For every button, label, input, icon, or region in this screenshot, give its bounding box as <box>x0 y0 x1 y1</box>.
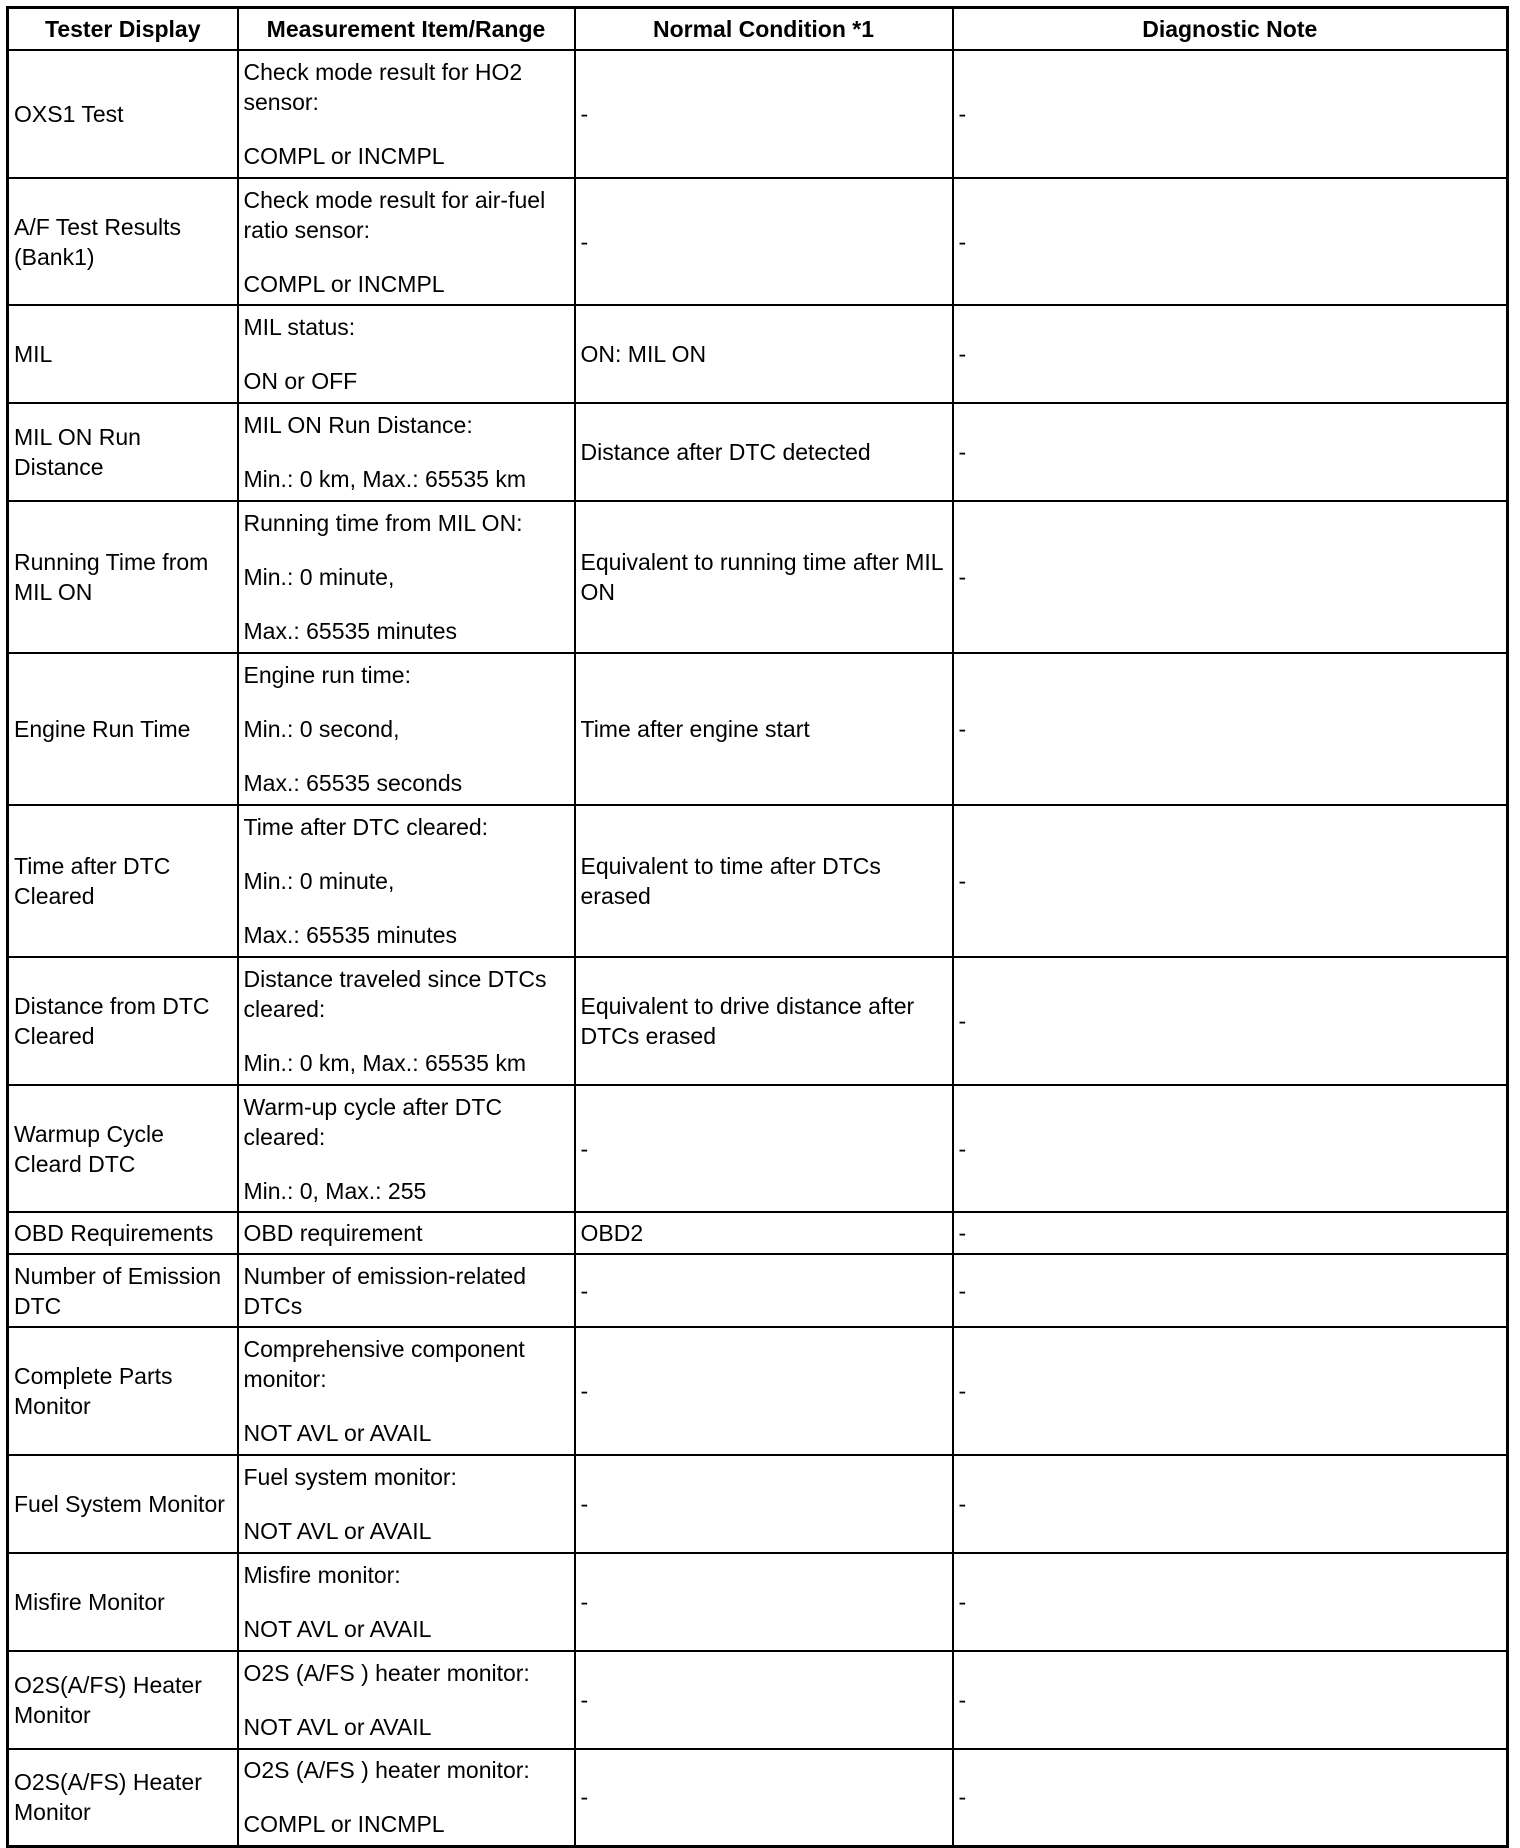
cell-normal-condition: - <box>575 1651 953 1749</box>
cell-tester-display: OXS1 Test <box>8 50 238 178</box>
measurement-line: Warm-up cycle after DTC cleared: <box>243 1093 503 1150</box>
cell-measurement-item-range <box>238 1651 575 1749</box>
measurement-line: MIL status: <box>243 314 356 340</box>
cell-measurement-item-range <box>238 501 575 653</box>
cell-measurement-item-range <box>238 653 575 805</box>
cell-normal-condition: - <box>575 1455 953 1553</box>
header-normal-condition: Normal Condition *1 <box>575 8 953 51</box>
measurement-line: O2S (A/FS ) heater monitor: <box>243 1757 530 1784</box>
measurement-line: COMPL or INCMPL <box>243 270 445 297</box>
table-row <box>8 50 1508 178</box>
table-row <box>8 1085 1508 1212</box>
cell-measurement-item-range <box>238 178 575 305</box>
measurement-line: Min.: 0 minute, <box>243 564 395 590</box>
cell-diagnostic-note: - <box>953 1212 1508 1254</box>
cell-diagnostic-note: - <box>953 403 1508 501</box>
measurement-line: Distance traveled since DTCs cleared: <box>243 966 547 1022</box>
cell-normal-condition: Equivalent to drive distance after DTCs erased <box>575 957 953 1085</box>
measurement-line: Check mode result for HO2 sensor: <box>243 59 523 115</box>
data-list-table <box>6 6 1509 1848</box>
cell-tester-display: Distance from DTC Cleared <box>8 957 238 1085</box>
cell-tester-display: OBD Requirements <box>8 1212 238 1254</box>
measurement-line: Min.: 0 minute, <box>243 868 395 894</box>
table-row <box>8 1455 1508 1553</box>
cell-diagnostic-note: - <box>953 1455 1508 1553</box>
measurement-line: Max.: 65535 seconds <box>243 770 463 796</box>
cell-measurement-item-range <box>238 1327 575 1455</box>
cell-diagnostic-note: - <box>953 501 1508 653</box>
table-row <box>8 1254 1508 1327</box>
measurement-line: Running time from MIL ON: <box>243 510 523 536</box>
measurement-line: Number of emission-related DTCs <box>243 1262 527 1319</box>
table-row <box>8 805 1508 957</box>
cell-measurement-item-range <box>238 1254 575 1327</box>
cell-tester-display: Time after DTC Cleared <box>8 805 238 957</box>
cell-measurement-item-range <box>238 305 575 403</box>
cell-normal-condition: - <box>575 1327 953 1455</box>
measurement-line: Min.: 0 km, Max.: 65535 km <box>243 1050 526 1076</box>
cell-diagnostic-note: - <box>953 1254 1508 1327</box>
table-row <box>8 1749 1508 1846</box>
measurement-line: ON or OFF <box>243 368 358 394</box>
cell-normal-condition: OBD2 <box>575 1212 953 1254</box>
measurement-line: Max.: 65535 minutes <box>243 618 458 644</box>
cell-diagnostic-note: - <box>953 1651 1508 1749</box>
cell-diagnostic-note: - <box>953 1749 1508 1846</box>
table-row <box>8 957 1508 1085</box>
table-header <box>8 8 1508 51</box>
measurement-line: Comprehensive component monitor: <box>243 1336 525 1392</box>
table-row <box>8 1553 1508 1651</box>
cell-normal-condition: - <box>575 1553 953 1651</box>
measurement-line: COMPL or INCMPL <box>243 143 445 169</box>
header-measurement-item-range: Measurement Item/Range <box>238 8 575 51</box>
cell-tester-display: Fuel System Monitor <box>8 1455 238 1553</box>
cell-measurement-item-range <box>238 957 575 1085</box>
cell-diagnostic-note: - <box>953 50 1508 178</box>
cell-normal-condition: ON: MIL ON <box>575 305 953 403</box>
cell-tester-display: O2S(A/FS) Heater Monitor <box>8 1749 238 1846</box>
measurement-line: Engine run time: <box>243 662 411 688</box>
cell-normal-condition: - <box>575 1254 953 1327</box>
cell-measurement-item-range <box>238 50 575 178</box>
cell-tester-display: Engine Run Time <box>8 653 238 805</box>
table-row <box>8 1212 1508 1254</box>
cell-normal-condition: Time after engine start <box>575 653 953 805</box>
table-row <box>8 1651 1508 1749</box>
cell-diagnostic-note: - <box>953 1085 1508 1212</box>
measurement-line: Min.: 0 second, <box>243 716 400 742</box>
cell-measurement-item-range <box>238 403 575 501</box>
measurement-line: COMPL or INCMPL <box>243 1811 445 1838</box>
header-tester-display: Tester Display <box>8 8 238 51</box>
measurement-line: Min.: 0 km, Max.: 65535 km <box>243 466 526 492</box>
measurement-line: Check mode result for air-fuel ratio sensor: <box>243 186 546 243</box>
measurement-line: Time after DTC cleared: <box>243 814 489 840</box>
cell-diagnostic-note: - <box>953 805 1508 957</box>
cell-diagnostic-note: - <box>953 1327 1508 1455</box>
measurement-line: MIL ON Run Distance: <box>243 412 473 438</box>
cell-diagnostic-note: - <box>953 653 1508 805</box>
cell-normal-condition: - <box>575 178 953 305</box>
cell-tester-display: Warmup Cycle Cleard DTC <box>8 1085 238 1212</box>
cell-tester-display: MIL ON Run Distance <box>8 403 238 501</box>
measurement-line: Min.: 0, Max.: 255 <box>243 1177 427 1204</box>
table-row <box>8 653 1508 805</box>
table-row <box>8 1327 1508 1455</box>
header-diagnostic-note: Diagnostic Note <box>953 8 1508 51</box>
cell-normal-condition: Equivalent to running time after MIL ON <box>575 501 953 653</box>
measurement-line: NOT AVL or AVAIL <box>243 1518 432 1544</box>
measurement-line: OBD requirement <box>243 1220 423 1246</box>
measurement-line: NOT AVL or AVAIL <box>243 1616 432 1642</box>
table-row <box>8 403 1508 501</box>
cell-tester-display: A/F Test Results (Bank1) <box>8 178 238 305</box>
cell-diagnostic-note: - <box>953 957 1508 1085</box>
measurement-line: O2S (A/FS ) heater monitor: <box>243 1660 530 1686</box>
table-row <box>8 305 1508 403</box>
measurement-line: Fuel system monitor: <box>243 1464 457 1490</box>
cell-tester-display: Number of Emission DTC <box>8 1254 238 1327</box>
cell-diagnostic-note: - <box>953 305 1508 403</box>
cell-tester-display: Misfire Monitor <box>8 1553 238 1651</box>
cell-diagnostic-note: - <box>953 1553 1508 1651</box>
cell-measurement-item-range <box>238 1553 575 1651</box>
cell-tester-display: MIL <box>8 305 238 403</box>
measurement-line: Max.: 65535 minutes <box>243 922 458 948</box>
cell-normal-condition: - <box>575 1749 953 1846</box>
cell-tester-display: Complete Parts Monitor <box>8 1327 238 1455</box>
cell-measurement-item-range <box>238 1085 575 1212</box>
cell-normal-condition: Distance after DTC detected <box>575 403 953 501</box>
cell-tester-display: Running Time from MIL ON <box>8 501 238 653</box>
cell-normal-condition: - <box>575 50 953 178</box>
header-row <box>8 8 1508 51</box>
cell-tester-display: O2S(A/FS) Heater Monitor <box>8 1651 238 1749</box>
table-row <box>8 501 1508 653</box>
cell-measurement-item-range <box>238 1455 575 1553</box>
measurement-line: NOT AVL or AVAIL <box>243 1714 432 1740</box>
table-row <box>8 178 1508 305</box>
measurement-line: Misfire monitor: <box>243 1562 401 1588</box>
cell-measurement-item-range <box>238 1749 575 1846</box>
cell-measurement-item-range <box>238 1212 575 1254</box>
data-list-sheet <box>6 6 1506 1848</box>
measurement-line: NOT AVL or AVAIL <box>243 1420 432 1446</box>
cell-normal-condition: - <box>575 1085 953 1212</box>
table-body <box>8 50 1508 1846</box>
cell-diagnostic-note: - <box>953 178 1508 305</box>
cell-normal-condition: Equivalent to time after DTCs erased <box>575 805 953 957</box>
cell-measurement-item-range <box>238 805 575 957</box>
